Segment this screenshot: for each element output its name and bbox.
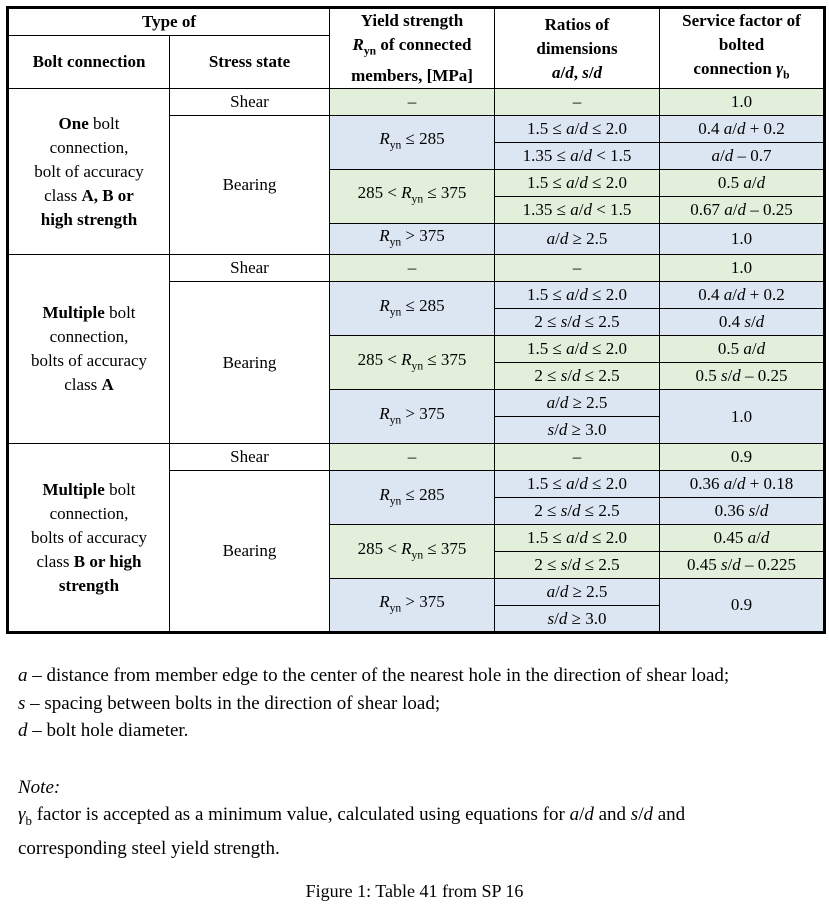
note-label: Note: [18,776,61,798]
ratio-cell: 2 ≤ s/d ≤ 2.5 [495,552,660,579]
factor-cell: 0.4 s/d [660,309,825,336]
factor-cell: 0.36 s/d [660,498,825,525]
yield-cell: $285 < R_{yn} \le 375$ [330,525,495,579]
ratio-cell: 1.5 ≤ a/d ≤ 2.0 [495,170,660,197]
header-yield-strength: Yield strength $R_{yn}$ of connected members, [MPa] [330,8,495,89]
connection-label-one-bolt: One bolt connection, bolt of accuracy class A, B or high strength [8,89,170,255]
header-stress-state: Stress state [170,36,330,89]
ratio-cell: 1.5 ≤ a/d ≤ 2.0 [495,525,660,552]
stress-state-bearing: Bearing [170,282,330,444]
yield-cell: $R_{yn} > 375$ [330,390,495,444]
header-bolt-connection: Bolt connection [8,36,170,89]
factor-cell: 0.9 [660,579,825,633]
footnote-d: d – bolt hole diameter. [18,720,189,742]
yield-cell: $R_{yn} > 375$ [330,224,495,255]
connection-label-multiple-class-a: Multiple bolt connection, bolts of accuracy class A [8,255,170,444]
note-text: $\gamma_b$ factor is accepted as a minimum value, calculated using equations for a/d and s/d and corresponding steel yield strength. [18,804,686,859]
factor-cell: 0.5 a/d [660,336,825,363]
factor-cell: 0.5 a/d [660,170,825,197]
ratio-cell: – [495,89,660,116]
factor-cell: 0.67 a/d – 0.25 [660,197,825,224]
stress-state-bearing: Bearing [170,471,330,633]
yield-cell: – [330,444,495,471]
factor-cell: 1.0 [660,390,825,444]
footnote-s: s – spacing between bolts in the direction of shear load; [18,692,441,714]
ratio-cell: 1.5 ≤ a/d ≤ 2.0 [495,282,660,309]
yield-cell: $R_{yn} > 375$ [330,579,495,633]
yield-cell: $R_{yn} \le 285$ [330,282,495,336]
header-service-factor: Service factor of bolted connection $\gamma_b$ [660,8,825,89]
yield-cell: $285 < R_{yn} \le 375$ [330,170,495,224]
ratio-cell: a/d ≥ 2.5 [495,579,660,606]
ratio-cell: a/d ≥ 2.5 [495,224,660,255]
factor-cell: 1.0 [660,255,825,282]
yield-cell: – [330,255,495,282]
ratio-cell: 2 ≤ s/d ≤ 2.5 [495,309,660,336]
ratio-cell: a/d ≥ 2.5 [495,390,660,417]
ratio-cell: 1.35 ≤ a/d < 1.5 [495,197,660,224]
factor-cell: 0.4 a/d + 0.2 [660,282,825,309]
yield-cell: $285 < R_{yn} \le 375$ [330,336,495,390]
ratio-cell: 2 ≤ s/d ≤ 2.5 [495,363,660,390]
factor-cell: a/d – 0.7 [660,143,825,170]
factor-cell: 0.45 a/d [660,525,825,552]
header-ratios-of-dimensions: Ratios of dimensions a/d, s/d [495,8,660,89]
yield-cell: $R_{yn} \le 285$ [330,471,495,525]
connection-label-multiple-class-b: Multiple bolt connection, bolts of accuracy class B or high strength [8,444,170,633]
factor-cell: 0.4 a/d + 0.2 [660,116,825,143]
stress-state-shear: Shear [170,255,330,282]
ratio-cell: – [495,255,660,282]
footnote-a: a – distance from member edge to the center of the nearest hole in the direction of shear load; [18,665,730,687]
symbol-definitions [6,662,823,745]
factor-cell: 1.0 [660,224,825,255]
figure-caption: Figure 1: Table 41 from SP 16 [305,881,524,902]
stress-state-shear: Shear [170,89,330,116]
stress-state-bearing: Bearing [170,116,330,255]
factor-cell: 0.45 s/d – 0.225 [660,552,825,579]
yield-cell: – [330,89,495,116]
ratio-cell: 1.35 ≤ a/d < 1.5 [495,143,660,170]
factor-cell: 1.0 [660,89,825,116]
ratio-cell: s/d ≥ 3.0 [495,606,660,633]
ratio-cell: s/d ≥ 3.0 [495,417,660,444]
stress-state-shear: Shear [170,444,330,471]
ratio-cell: – [495,444,660,471]
factor-cell: 0.9 [660,444,825,471]
header-type-of: Type of [8,8,330,36]
yield-cell: $R_{yn} \le 285$ [330,116,495,170]
factor-cell: 0.36 a/d + 0.18 [660,471,825,498]
ratio-cell: 1.5 ≤ a/d ≤ 2.0 [495,116,660,143]
note-block [6,774,766,862]
bolt-connection-service-factor-table [6,6,826,634]
factor-cell: 0.5 s/d – 0.25 [660,363,825,390]
ratio-cell: 1.5 ≤ a/d ≤ 2.0 [495,336,660,363]
ratio-cell: 2 ≤ s/d ≤ 2.5 [495,498,660,525]
ratio-cell: 1.5 ≤ a/d ≤ 2.0 [495,471,660,498]
